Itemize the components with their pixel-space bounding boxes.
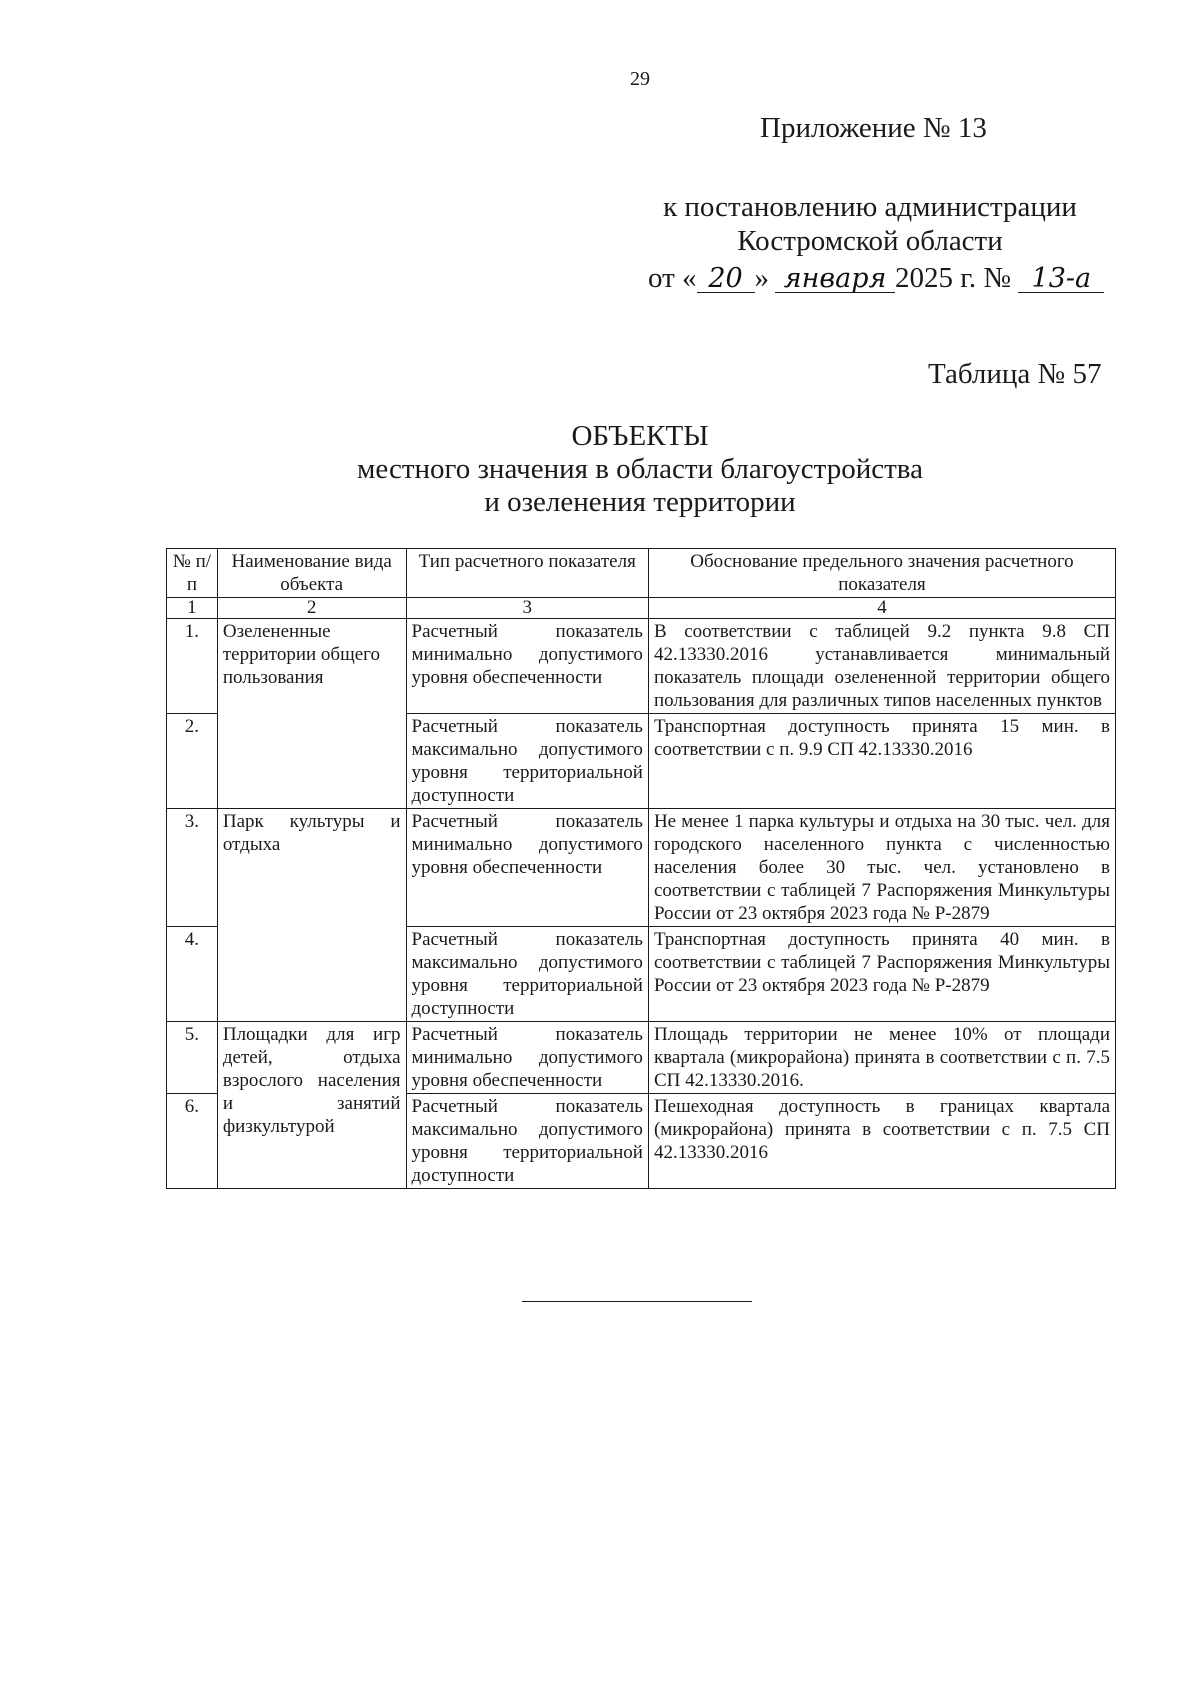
column-number: 1: [167, 598, 218, 619]
column-number: 4: [648, 598, 1115, 619]
table-label: Таблица № 57: [928, 358, 1102, 390]
heading-line-3: и озеленения территории: [484, 486, 796, 518]
row-number: 2.: [167, 714, 218, 809]
appendix-title: Приложение № 13: [760, 112, 987, 144]
date-year: 2025 г. №: [895, 262, 1012, 294]
document-heading: [0, 420, 1200, 519]
row-number: 4.: [167, 927, 218, 1022]
object-name: Озелененные территории общего пользования: [217, 619, 406, 809]
header-no: № п/п: [167, 549, 218, 598]
row-number: 6.: [167, 1094, 218, 1189]
indicator-type: Расчетный показатель минимально допустимого уровня обеспеченности: [406, 619, 648, 714]
row-number: 1.: [167, 619, 218, 714]
header-name: Наименование вида объекта: [217, 549, 406, 598]
indicator-type: Расчетный показатель максимально допустимого уровня территориальной доступности: [406, 1094, 648, 1189]
indicator-basis: Не менее 1 парка культуры и отдыха на 30 тыс. чел. для городского населенного пункта с численностью населения более 30 тыс. чел. установлено в соответствии с таблицей 7 Распоряжения Минкультуры России от 23 октября 2023 года № Р-2879: [648, 809, 1115, 927]
indicator-basis: В соответствии с таблицей 9.2 пункта 9.8 СП 42.13330.2016 устанавливается минимальный показатель площади озелененной территории общего пользования для различных типов населенных пунктов: [648, 619, 1115, 714]
indicator-type: Расчетный показатель минимально допустимого уровня обеспеченности: [406, 809, 648, 927]
column-number: 3: [406, 598, 648, 619]
decree-line-1: к постановлению администрации: [663, 191, 1077, 223]
table-header-row: [167, 549, 1116, 598]
table-row: [167, 809, 1116, 927]
header-basis: Обоснование предельного значения расчетного показателя: [648, 549, 1115, 598]
decree-line-2: Костромской области: [737, 225, 1003, 257]
page-number: 29: [630, 68, 650, 90]
object-name: Площадки для игр детей, отдыха взрослого населения и занятий физкультурой: [217, 1022, 406, 1189]
heading-line-1: ОБЪЕКТЫ: [571, 420, 709, 452]
column-number: 2: [217, 598, 406, 619]
indicator-basis: Площадь территории не менее 10% от площади квартала (микрорайона) принята в соответствии с п. 7.5 СП 42.13330.2016.: [648, 1022, 1115, 1094]
decree-reference: [640, 190, 1100, 258]
date-close-quote: »: [754, 262, 770, 294]
indicator-basis: Пешеходная доступность в границах квартала (микрорайона) принята в соответствии с п. 7.5 СП 42.13330.2016: [648, 1094, 1115, 1189]
indicator-type: Расчетный показатель минимально допустимого уровня обеспеченности: [406, 1022, 648, 1094]
indicator-type: Расчетный показатель максимально допустимого уровня территориальной доступности: [406, 714, 648, 809]
decree-date-line: [648, 262, 1104, 295]
indicator-basis: Транспортная доступность принята 15 мин. в соответствии с п. 9.9 СП 42.13330.2016: [648, 714, 1115, 809]
table-row: [167, 619, 1116, 714]
standards-table: [166, 548, 1116, 1189]
object-name: Парк культуры и отдыха: [217, 809, 406, 1022]
handwritten-day: 20: [697, 266, 755, 293]
indicator-basis: Транспортная доступность принята 40 мин. в соответствии с таблицей 7 Распоряжения Минкультуры России от 23 октября 2023 года № Р-2879: [648, 927, 1115, 1022]
indicator-type: Расчетный показатель максимально допустимого уровня территориальной доступности: [406, 927, 648, 1022]
handwritten-decree-number: 13-а: [1018, 266, 1104, 293]
table-row: [167, 1022, 1116, 1094]
header-type: Тип расчетного показателя: [406, 549, 648, 598]
row-number: 3.: [167, 809, 218, 927]
row-number: 5.: [167, 1022, 218, 1094]
column-number-row: [167, 598, 1116, 619]
heading-line-2: местного значения в области благоустройства: [357, 453, 923, 485]
handwritten-month: января: [775, 266, 895, 293]
date-prefix: от «: [648, 262, 697, 294]
end-of-document-rule: [522, 1301, 752, 1302]
